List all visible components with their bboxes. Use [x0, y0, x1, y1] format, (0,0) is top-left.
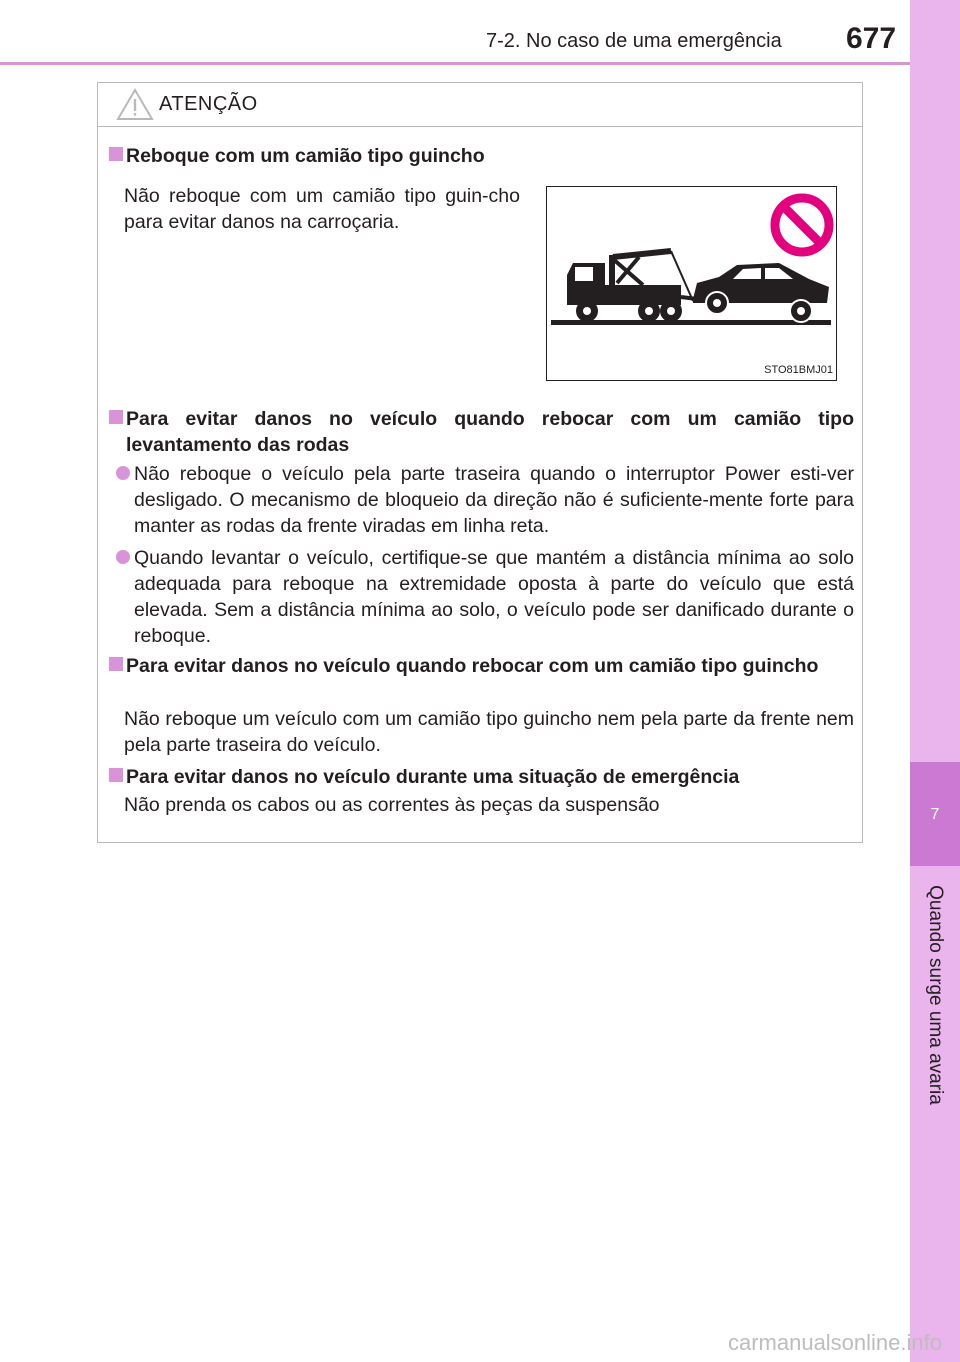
square-bullet-icon — [109, 657, 123, 671]
section-title: 7-2. No caso de uma emergência — [486, 30, 782, 52]
chapter-title: Quando surge uma avaria — [925, 885, 946, 1105]
square-bullet-icon — [109, 410, 123, 424]
square-bullet-icon — [109, 768, 123, 782]
watermark: carmanualsonline.info — [727, 1330, 942, 1355]
section-paragraph: Não reboque com um camião tipo guin-cho para evitar danos na carroçaria. — [124, 185, 520, 233]
page-number: 677 — [846, 22, 897, 55]
flatbed-truck-illustration — [547, 187, 836, 380]
round-bullet-icon — [116, 550, 130, 564]
section-paragraph: Não prenda os cabos ou as correntes às peças da suspensão — [124, 794, 660, 816]
chapter-side-tab — [910, 0, 960, 1362]
caution-title: ATENÇÃO — [159, 93, 258, 115]
round-bullet-icon — [116, 466, 130, 480]
figure-code: STO81BMJ01 — [764, 364, 833, 376]
tow-truck-figure — [546, 186, 837, 381]
square-bullet-icon — [109, 147, 123, 161]
warning-triangle-icon — [116, 88, 154, 121]
prohibition-icon — [775, 198, 829, 252]
caution-box — [97, 82, 863, 843]
section-paragraph: Não reboque um veículo com um camião tipo guincho nem pela parte da frente nem pela parte traseira do veículo. — [124, 708, 854, 756]
caution-header — [98, 83, 862, 127]
bullet-item: Quando levantar o veículo, certifique-se que mantém a distância mínima ao solo adequada para reboque na extremidade oposta à parte do veículo que está elevada. Sem a distância mínima ao solo, o veículo pode ser danificado durante o reboque. — [116, 545, 854, 649]
section-heading: Reboque com um camião tipo guincho — [109, 143, 854, 169]
header-rule — [0, 62, 910, 65]
section-heading: Para evitar danos no veículo quando rebocar com um camião tipo guincho — [109, 653, 854, 679]
chapter-number: 7 — [930, 806, 940, 823]
bullet-item: Não reboque o veículo pela parte traseira quando o interruptor Power esti-ver desligado. O mecanismo de bloqueio da direção não é suficiente-mente forte para manter as rodas da frente viradas em linha reta. — [116, 461, 854, 539]
section-heading: Para evitar danos no veículo quando rebocar com um camião tipo levantamento das rodas — [109, 406, 854, 458]
section-heading: Para evitar danos no veículo durante uma situação de emergência — [109, 764, 854, 790]
